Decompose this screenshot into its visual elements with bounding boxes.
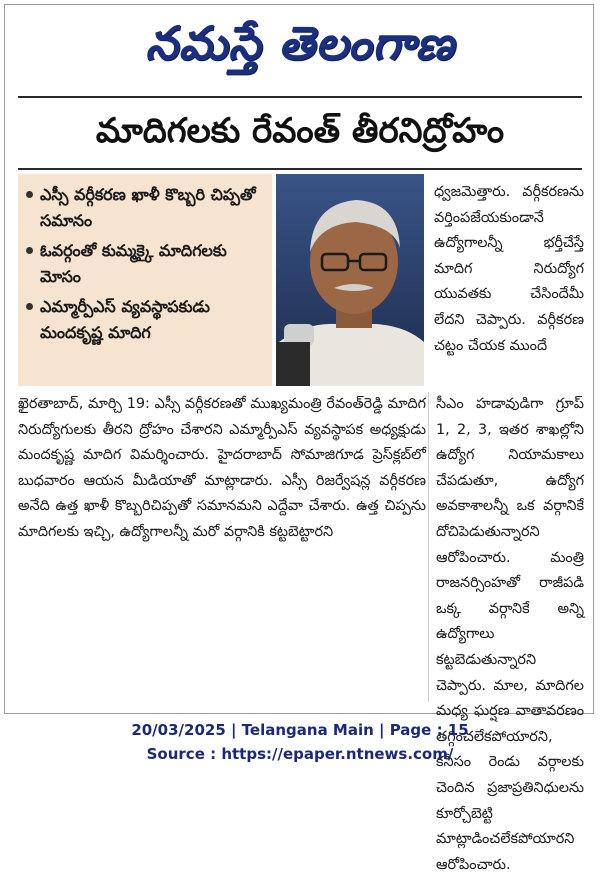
newspaper-title: నమస్తే తెలంగాణ — [145, 16, 455, 70]
bullet-icon — [26, 191, 33, 198]
portrait-illustration — [276, 174, 424, 386]
speaker-photo — [276, 174, 424, 386]
article-body-right-top: ధ్వజమెత్తారు. వర్గీకరణను వర్తింపజేయకుండానే ఉద్యోగాలన్నీ భర్తీచేస్తే మాదిగ నిరుద్యోగ యువతకు చేసిందేమీ లేదని చెప్పారు. వర్గీకరణ చట్టం చేయక ముందే — [434, 184, 584, 354]
top-divider — [18, 96, 582, 98]
headline-divider — [18, 168, 582, 170]
column-divider — [428, 392, 429, 702]
article-body-left: ఖైరతాబాద్, మార్చి 19: ఎస్సీ వర్గీకరణతో ముఖ్యమంత్రి రేవంత్‌రెడ్డి మాదిగ నిరుద్యోగులకు తీరని ద్రోహం చేశారని ఎమ్మార్పీఎస్ వ్యవస్థాపక అధ్యక్షుడు మందకృష్ణ మాదిగ విమర్శించారు. హైదరాబాద్ సోమాజిగూడ ప్రెస్‌క్లబ్‌లో బుధవారం ఆయన మీడియాతో మాట్లాడారు. ఎస్సీ రిజర్వేషన్ల వర్గీకరణ అనేది ఉత్త ఖాళీ కొబ్బరిచిప్పతో సమానమని ఎద్దేవా చేశారు. ఉత్త చిప్పను మాదిగలకు ఇచ్చి, ఉద్యోగాలన్నీ మరో వర్గానికి కట్టబెట్టారని — [18, 396, 426, 540]
article-body-right-bottom: సీఎం హడావుడిగా గ్రూప్ 1, 2, 3, ఇతర శాఖల్లోని ఉద్యోగ నియామకాలు చేపడుతూ, ఉద్యోగ అవకాశాలన్నీ ఒక వర్గానికే దోచిపెడుతున్నారని ఆరోపించారు. మంత్రి రాజనర్సింహతో రాజీపడి ఒక్క వర్గానికే అన్ని ఉద్యోగాలు కట్టబెడుతున్నారని చెప్పారు. మాల, మాదిగల మధ్య ఘర్షణ వాతావరణం తగ్గించలేకపోయారని, కనీసం రెండు వర్గాలకు చెందిన ప్రజాప్రతినిధులను కూర్చోబెట్టి మాట్లాడించలేకపోయారని ఆరోపించారు. — [436, 396, 584, 873]
masthead — [0, 8, 600, 90]
bullet-icon — [26, 247, 33, 254]
highlight-text: ఎమ్మార్పీఎస్ వ్యవస్థాపకుడు మందకృష్ణ మాదిగ — [40, 297, 210, 342]
edition-info: 20/03/2025 | Telangana Main | Page : 15 — [131, 721, 469, 739]
highlight-item — [26, 238, 266, 290]
source-link[interactable]: Source : https://epaper.ntnews.com/ — [146, 745, 454, 763]
highlights-box — [18, 174, 272, 386]
highlight-item — [26, 294, 266, 346]
bullet-icon — [26, 303, 33, 310]
article-headline: మాదిగలకు రేవంత్ తీరనిద్రోహం — [95, 111, 505, 151]
footer — [0, 718, 600, 766]
highlight-text: ఓవర్గంతో కుమ్మక్కై మాదిగలకు మోసం — [40, 241, 227, 286]
highlight-text: ఎస్సీ వర్గీకరణ ఖాళీ కొబ్బరి చిప్పతో సమానం — [40, 185, 256, 230]
highlight-item — [26, 182, 266, 234]
